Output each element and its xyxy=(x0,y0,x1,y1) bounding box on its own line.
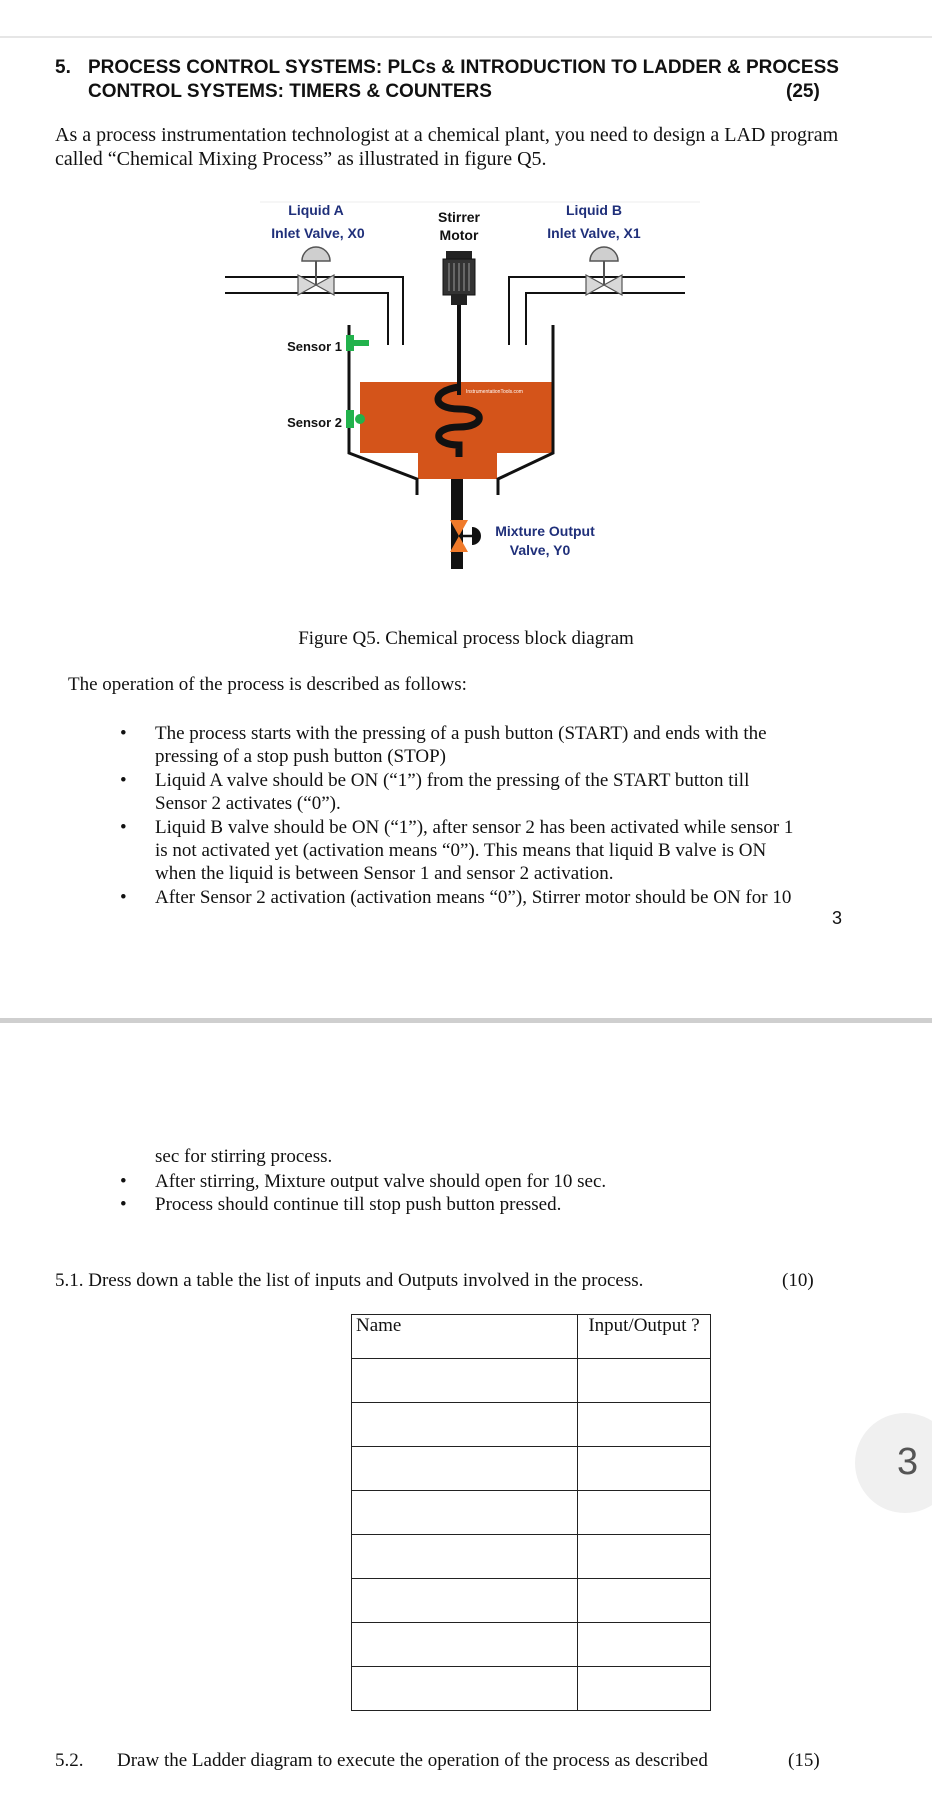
stirrer-label-line2: Motor xyxy=(439,227,479,243)
list-item: • Process should continue till stop push button pressed. xyxy=(120,1194,562,1215)
list-item: • Liquid B valve should be ON (“1”), after sensor 2 has been activated while sensor 1 is not activated yet (activation means “0”). This means that liquid B valve is ON when the liquid is between Sensor 1 and sensor 2 activation. xyxy=(120,817,794,884)
page-badge[interactable]: 3 xyxy=(855,1413,932,1513)
question-5-1-text: 5.1. Dress down a table the list of inputs and Outputs involved in the process. xyxy=(55,1270,644,1291)
question-title-line1: PROCESS CONTROL SYSTEMS: PLCs & INTRODUCTION TO LADDER & PROCESS xyxy=(88,57,839,78)
operation-list-page1 xyxy=(120,722,840,909)
question-5-2-number: 5.2. xyxy=(55,1750,84,1771)
table-row[interactable] xyxy=(352,1403,711,1447)
list-item: • The process starts with the pressing of a push button (START) and ends with the pressing of a stop push button (STOP) xyxy=(120,723,767,767)
table-row[interactable] xyxy=(352,1359,711,1403)
list-item: • After Sensor 2 activation (activation means “0”), Stirrer motor should be ON for 10 xyxy=(120,887,792,908)
list-item: • After stirring, Mixture output valve should open for 10 sec. xyxy=(120,1171,607,1192)
top-divider xyxy=(0,36,932,38)
inlet-pipe-a xyxy=(225,277,403,345)
io-table xyxy=(351,1314,711,1711)
page-separator xyxy=(0,1018,932,1023)
figure-caption: Figure Q5. Chemical process block diagram xyxy=(298,628,634,649)
sensor-1-label: Sensor 1 xyxy=(287,339,342,354)
watermark-text: InstrumentationTools.com xyxy=(466,389,523,395)
table-row[interactable] xyxy=(352,1491,711,1535)
process-diagram xyxy=(0,195,932,595)
intro-line2: called “Chemical Mixing Process” as illustrated in figure Q5. xyxy=(55,148,547,170)
table-row[interactable] xyxy=(352,1535,711,1579)
table-header-name: Name xyxy=(352,1315,578,1359)
question-5-2-text: Draw the Ladder diagram to execute the operation of the process as described xyxy=(117,1750,708,1771)
output-valve-label-line1: Mixture Output xyxy=(495,523,595,539)
intro-line1: As a process instrumentation technologist at a chemical plant, you need to design a LAD program xyxy=(55,124,839,146)
operation-intro: The operation of the process is described as follows: xyxy=(68,674,467,695)
liquid-b-valve-icon xyxy=(586,247,622,295)
table-row[interactable] xyxy=(352,1447,711,1491)
list-item: • Liquid A valve should be ON (“1”) from the pressing of the START button till Sensor 2 activates (“0”). xyxy=(120,770,750,814)
liquid-a-label-line2: Inlet Valve, X0 xyxy=(271,225,365,241)
stirrer-motor-icon xyxy=(443,251,475,305)
sensor-1-icon xyxy=(346,335,369,351)
liquid-b-label-line2: Inlet Valve, X1 xyxy=(547,225,641,241)
question-5-1-marks: (10) xyxy=(782,1270,814,1291)
table-row[interactable] xyxy=(352,1579,711,1623)
liquid-a-valve-icon xyxy=(298,247,334,295)
question-marks: (25) xyxy=(786,81,820,102)
table-row[interactable] xyxy=(352,1623,711,1667)
page-number: 3 xyxy=(831,908,842,928)
question-5-2-marks: (15) xyxy=(788,1750,820,1771)
question-number: 5. xyxy=(55,57,71,78)
liquid-b-label-line1: Liquid B xyxy=(566,202,622,218)
output-valve-label-line2: Valve, Y0 xyxy=(509,542,571,558)
stirrer-label-line1: Stirrer xyxy=(437,209,481,225)
table-row[interactable] xyxy=(352,1667,711,1711)
question-title-line2: CONTROL SYSTEMS: TIMERS & COUNTERS xyxy=(88,81,492,102)
operation-list-page2 xyxy=(120,1170,840,1216)
continuation-text: sec for stirring process. xyxy=(155,1146,333,1167)
sensor-2-label: Sensor 2 xyxy=(287,415,342,430)
table-header-io: Input/Output ? xyxy=(578,1315,711,1359)
liquid-a-label-line1: Liquid A xyxy=(288,202,344,218)
table-header-row xyxy=(352,1315,711,1359)
